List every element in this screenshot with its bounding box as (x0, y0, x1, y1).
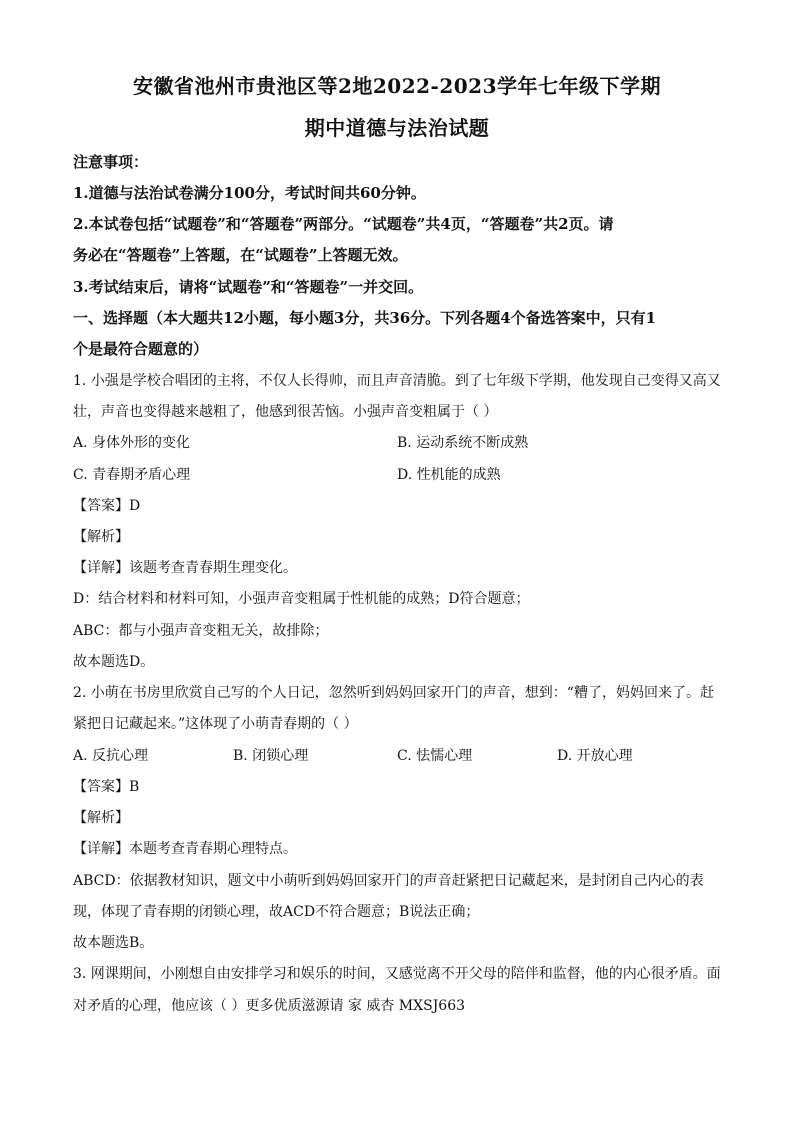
question-2-conclusion: 故本题选B。 (73, 935, 154, 951)
note-item-3: 3.考试结束后，请将“试题卷”和“答题卷”一并交回。 (73, 278, 424, 296)
question-1-stem: 1. 小强是学校合唱团的主将，不仅人长得帅，而且声音清脆。到了七年级下学期，他发现自己变得又高又 (73, 373, 721, 389)
question-2-option-b: B. 闭锁心理 (233, 748, 309, 764)
question-2-option-d: D. 开放心理 (557, 748, 633, 764)
note-item-1: 1.道德与法治试卷满分100分，考试时间共60分钟。 (73, 184, 426, 202)
question-2-explanation-2: 现，体现了青春期的闭锁心理，故ACD不符合题意；B说法正确； (73, 904, 480, 920)
question-1-analysis-label: 【解析】 (73, 529, 129, 545)
question-3-stem-cont: 对矛盾的心理，他应该（ ）更多优质滋源请 家 威杏 MXSJ663 (73, 998, 466, 1014)
question-2-detail: 【详解】本题考查青春期心理特点。 (73, 841, 297, 857)
section-heading: 一、选择题（本大题共12小题，每小题3分，共36分。下列各题4个备选答案中，只有1 (73, 309, 657, 327)
notes-heading: 注意事项： (73, 153, 149, 171)
question-1-conclusion: 故本题选D。 (73, 654, 155, 670)
question-1-option-d: D. 性机能的成熟 (397, 467, 501, 483)
question-1-explanation-2: ABC：都与小强声音变粗无关，故排除； (73, 623, 329, 639)
question-2-explanation-1: ABCD：依据教材知识，题文中小萌听到妈妈回家开门的声音赶紧把日记藏起来，是封闭自己内心的表 (73, 873, 704, 889)
title-line-2: 期中道德与法治试题 (304, 116, 490, 140)
question-2-stem: 2. 小萌在书房里欣赏自己写的个人日记，忽然听到妈妈回家开门的声音，想到：“糟了，妈妈回来了。赶 (73, 685, 714, 701)
question-1-stem-cont: 壮，声音也变得越来越粗了，他感到很苦恼。小强声音变粗属于（ ） (73, 404, 498, 420)
question-1-detail: 【详解】该题考查青春期生理变化。 (73, 560, 297, 576)
question-1-option-c: C. 青春期矛盾心理 (73, 467, 191, 483)
title-line-1: 安徽省池州市贵池区等2地2022-2023学年七年级下学期 (132, 74, 662, 98)
question-2-answer: 【答案】B (73, 779, 140, 795)
question-1-option-a: A. 身体外形的变化 (73, 435, 191, 451)
question-2-analysis-label: 【解析】 (73, 810, 129, 826)
question-2-option-a: A. 反抗心理 (73, 748, 149, 764)
question-1-explanation-1: D：结合材料和材料可知，小强声音变粗属于性机能的成熟；D符合题意； (73, 591, 530, 607)
note-item-2: 2.本试卷包括“试题卷”和“答题卷”两部分。“试题卷”共4页，“答题卷”共2页。请 (73, 215, 614, 233)
question-2-stem-cont: 紧把日记藏起来。”这体现了小萌青春期的（ ） (73, 716, 358, 732)
question-1-answer: 【答案】D (73, 498, 141, 514)
question-3-stem: 3. 网课期间，小刚想自由安排学习和娱乐的时间，又感觉离不开父母的陪伴和监督，他的内心很矛盾。面 (73, 966, 721, 982)
section-heading-cont: 个是最符合题意的） (73, 340, 209, 358)
question-2-option-c: C. 怯懦心理 (397, 748, 473, 764)
note-item-2-cont: 务必在“答题卷”上答题，在“试题卷”上答题无效。 (73, 246, 408, 264)
question-1-option-b: B. 运动系统不断成熟 (397, 435, 529, 451)
